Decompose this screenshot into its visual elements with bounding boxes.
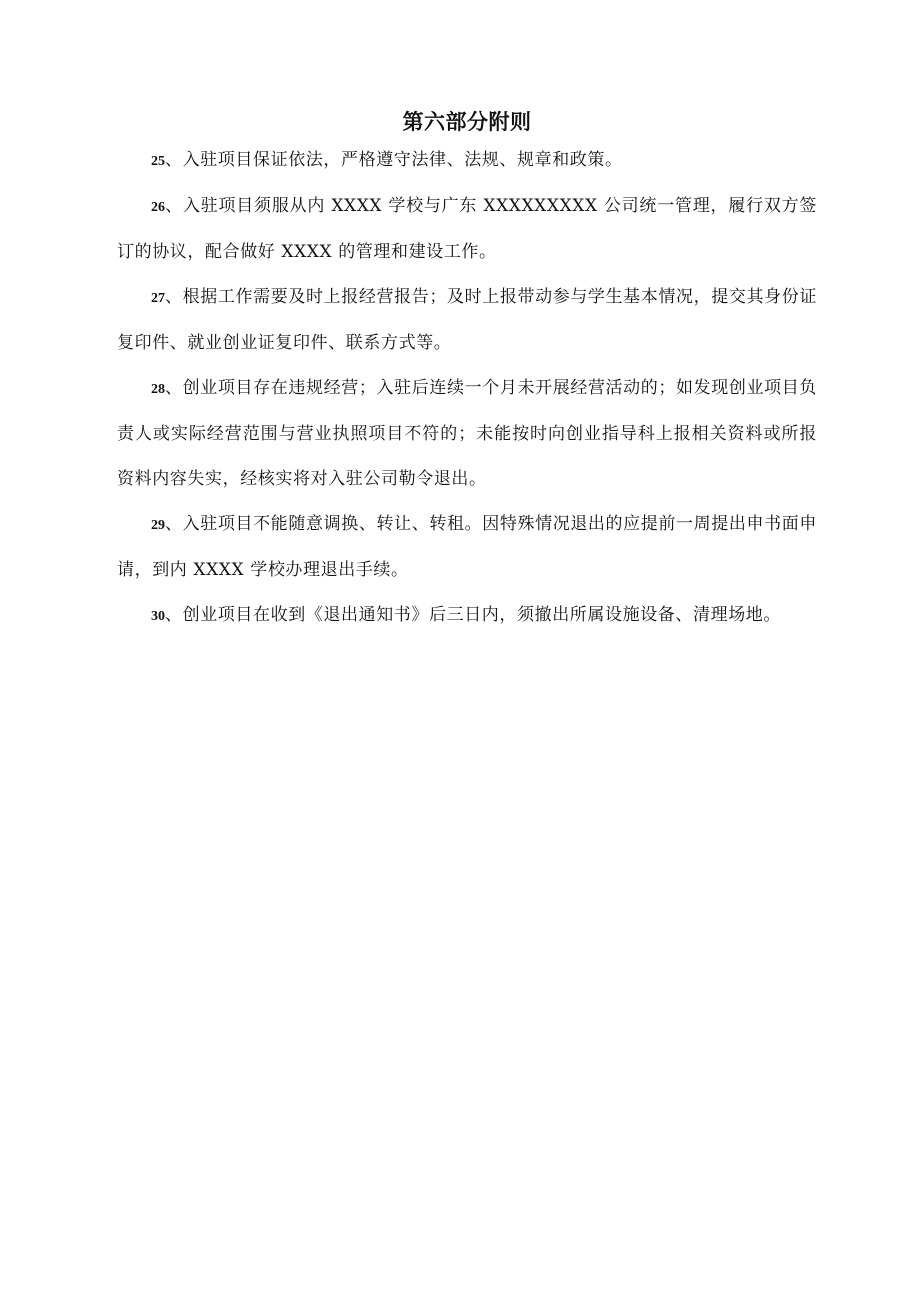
article-number: 28 bbox=[151, 382, 165, 397]
article-number: 25 bbox=[151, 154, 165, 169]
article-25 bbox=[117, 142, 817, 180]
article-text: 、根据工作需要及时上报经营报告；及时上报带动参与学生基本情况，提交其身份证复印件、就业创业证复印件、联系方式等。 bbox=[117, 287, 817, 353]
article-28 bbox=[117, 366, 817, 502]
article-26 bbox=[117, 184, 817, 275]
section-title: 第六部分附则 bbox=[402, 109, 532, 134]
article-number: 27 bbox=[151, 291, 165, 306]
article-number: 30 bbox=[151, 609, 165, 624]
article-27 bbox=[117, 275, 817, 366]
article-text: 、入驻项目保证依法，严格遵守法律、法规、规章和政策。 bbox=[165, 150, 623, 170]
article-number: 26 bbox=[151, 200, 165, 215]
article-text: 、创业项目在收到《退出通知书》后三日内，须撤出所属设施设备、清理场地。 bbox=[165, 605, 781, 625]
article-text: 、入驻项目须服从内 XXXX 学校与广东 XXXXXXXXX 公司统一管理，履行双方签订的协议，配合做好 XXXX 的管理和建设工作。 bbox=[117, 196, 817, 262]
article-text: 、入驻项目不能随意调换、转让、转租。因特殊情况退出的应提前一周提出申书面申请，到内 XXXX 学校办理退出手续。 bbox=[117, 514, 817, 580]
document-content bbox=[117, 104, 817, 639]
article-number: 29 bbox=[151, 518, 165, 533]
article-text: 、创业项目存在违规经营；入驻后连续一个月未开展经营活动的；如发现创业项目负责人或实际经营范围与营业执照项目不符的；未能按时向创业指导科上报相关资料或所报资料内容失实，经核实将对入驻公司勒令退出。 bbox=[117, 378, 817, 489]
article-29 bbox=[117, 502, 817, 593]
article-30 bbox=[117, 593, 817, 639]
